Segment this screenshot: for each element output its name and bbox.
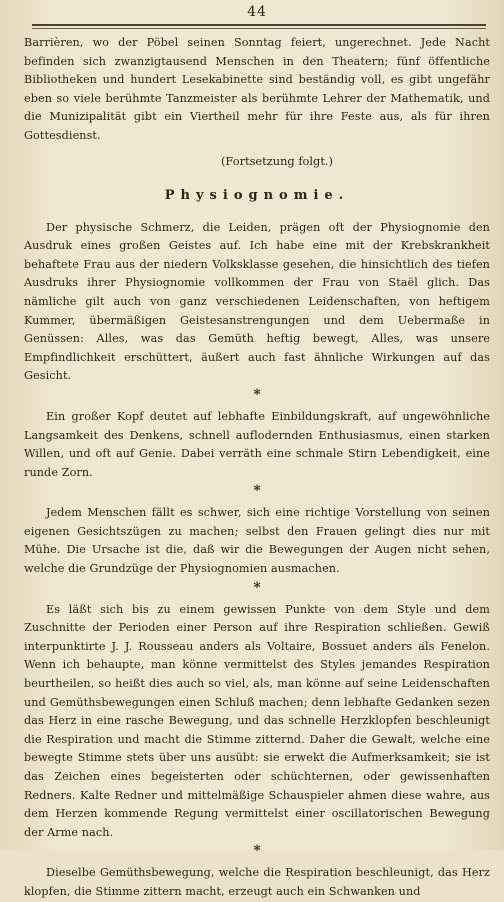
- header-rule-thin: [32, 28, 486, 29]
- page-number: 44: [247, 4, 267, 20]
- separator-star: *: [253, 386, 261, 403]
- article-title: Physiognomie.: [164, 187, 350, 203]
- paragraph-4: Es läßt sich bis zu einem gewissen Punkte von dem Style und dem Zuschnitte der Perioden einer Person auf ihre Respiration schließen. Gewiß interpunktirte J. J. Rousseau anders als Voltaire, Bossuet anders als Fenelon. Wenn ich behaupte, man könne vermittelst des Styles jemandes Respiration beurtheilen, so heißt dies auch so viel, als, man könne auf seine Leidenschaften und Gemüthsbewegungen einen Schluß machen; denn lebhafte Gedanken sezen das Herz in eine rasche Bewegung, und das schnelle Herzklopfen beschleunigt die Respiration und macht die Stimme zitternd. Daher die Gewalt, welche eine bewegte Stimme stets über uns ausübt: sie erwekt die Aufmerksamkeit; sie ist das Zeichen eines begeisterten oder schüchternen, oder gewissenhaften Redners. Kalte Redner und mittelmäßige Schauspieler ahmen diese wahre, aus dem Herzen kommende Regung vermittelst einer oscillatorischen Bewegung der Arme nach.: [24, 602, 490, 839]
- paragraph-3: Jedem Menschen fällt es schwer, sich eine richtige Vorstellung von seinen eigenen Gesichtszügen zu machen; selbst den Frauen gelingt dies nur mit Mühe. Die Ursache ist die, daß wir die Bewegungen der Augen nicht sehen, welche die Grundzüge der Physiognomien ausmachen.: [24, 506, 490, 576]
- continued-paragraph: Barrièren, wo der Pöbel seinen Sonntag feiert, ungerechnet. Jede Nacht befinden sich zwanzigtausend Menschen in den Theatern; fünf öffentliche Bibliotheken und hundert Lesekabinette sind beständig voll, es gibt ungefähr eben so viele berühmte Tanzmeister als berühmte Lehrer der Mathematik, und die Munizipalität gibt ein Viertheil mehr für ihre Feste aus, als für ihren Gottesdienst.: [24, 36, 490, 142]
- header-rule: [32, 24, 486, 26]
- separator-star: *: [253, 483, 261, 500]
- paragraph-1: Der physische Schmerz, die Leiden, prägen oft der Physiognomie den Ausdruk eines großen Geistes auf. Ich habe eine mit der Krebskrankheit behaftete Frau aus der niedern Volksklasse gesehen, die hinsichtlich des tiefen Ausdruks ihrer Physiognomie vollkommen der Frau von Staël glich. Das nämliche gilt auch von ganz verschiedenen Leidenschaften, von heftigem Kummer, übermäßigen Geistesanstrengungen und dem Uebermaße in Genüssen: Alles, was das Gemüth heftig bewegt, Alles, was unsere Empfindlichkeit erschüttert, äußert auch fast ähnliche Wirkungen auf das Gesicht.: [24, 220, 490, 383]
- separator-star: *: [253, 843, 261, 860]
- paragraph-5: Dieselbe Gemüthsbewegung, welche die Respiration beschleunigt, das Herz klopfen, die Stimme zittern macht, erzeugt auch ein Schwanken und: [24, 866, 490, 898]
- separator-star: *: [253, 579, 261, 596]
- paragraph-2: Ein großer Kopf deutet auf lebhafte Einbildungskraft, auf ungewöhnliche Langsamkeit des Denkens, schnell auflodernden Enthusiasmus, einen starken Willen, und oft auf Genie. Dabei verräth eine schmale Stirn Lebendigkeit, eine runde Zorn.: [24, 409, 490, 479]
- continuation-note: (Fortsetzung folgt.): [220, 153, 333, 168]
